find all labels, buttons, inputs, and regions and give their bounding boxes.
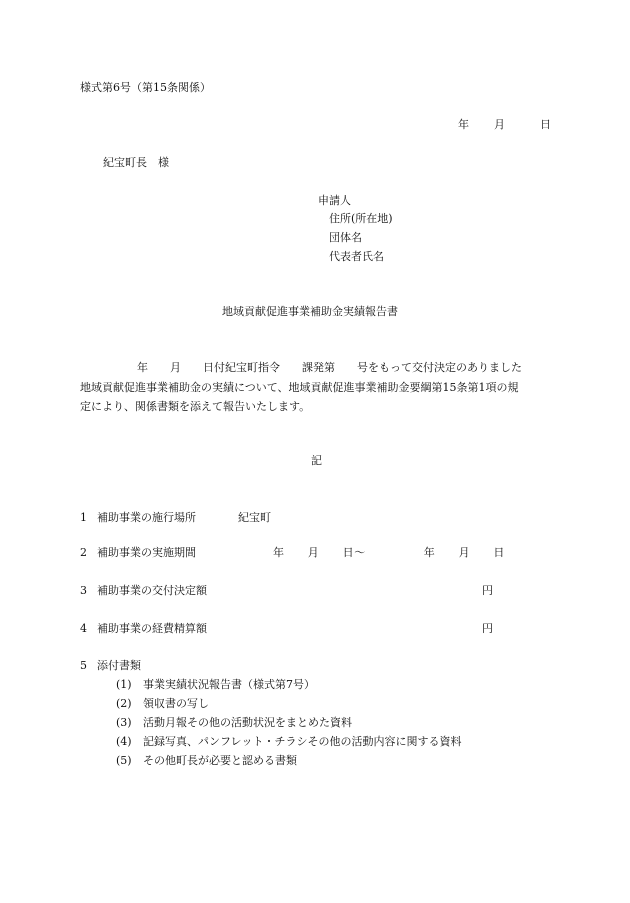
ki-heading: 記 xyxy=(311,454,322,467)
attachment-number: (3) xyxy=(116,716,132,729)
item-label: 添付書類 xyxy=(97,659,141,672)
item-value: 年 月 日～ 年 月 日 xyxy=(273,546,505,559)
date-day: 日 xyxy=(540,118,551,131)
item-number: 4 xyxy=(80,622,87,635)
form-id: 様式第6号（第15条関係） xyxy=(80,81,211,94)
attachment-number: (2) xyxy=(116,697,132,710)
item-number: 5 xyxy=(80,659,87,672)
attachment-text: 領収書の写し xyxy=(143,697,209,710)
item-label: 補助事業の実施期間 xyxy=(97,546,196,559)
attachment-text: 事業実績状況報告書（様式第7号） xyxy=(143,678,315,691)
applicant-heading: 申請人 xyxy=(318,194,351,207)
attachment-text: その他町長が必要と認める書類 xyxy=(143,754,297,767)
item-number: 1 xyxy=(80,511,87,524)
item-number: 3 xyxy=(80,584,87,597)
item-value: 円 xyxy=(482,622,493,635)
attachment-number: (1) xyxy=(116,678,132,691)
attachment-number: (4) xyxy=(116,735,132,748)
recipient: 紀宝町長 様 xyxy=(103,156,169,169)
attachment-text: 記録写真、パンフレット・チラシその他の活動内容に関する資料 xyxy=(143,735,462,748)
body-line-1: 年 月 日付紀宝町指令 課発第 号をもって交付決定のありました xyxy=(137,361,522,374)
item-label: 補助事業の施行場所 xyxy=(97,511,196,524)
attachment-number: (5) xyxy=(116,754,132,767)
applicant-representative-label: 代表者氏名 xyxy=(329,250,384,263)
item-value: 円 xyxy=(482,584,493,597)
applicant-address-label: 住所(所在地) xyxy=(329,212,393,225)
date-year: 年 xyxy=(458,118,469,131)
date-month: 月 xyxy=(494,118,505,131)
attachment-text: 活動月報その他の活動状況をまとめた資料 xyxy=(143,716,352,729)
applicant-group-label: 団体名 xyxy=(329,231,362,244)
item-number: 2 xyxy=(80,546,87,559)
body-line-3: 定により、関係書類を添えて報告いたします。 xyxy=(80,400,311,413)
item-label: 補助事業の経費精算額 xyxy=(97,622,207,635)
body-line-2: 地域貢献促進事業補助金の実績について、地域貢献促進事業補助金要綱第15条第1項の規 xyxy=(80,380,519,394)
item-value: 紀宝町 xyxy=(238,511,271,524)
document-title: 地域貢献促進事業補助金実績報告書 xyxy=(222,305,398,318)
body-paragraph xyxy=(80,358,552,417)
item-label: 補助事業の交付決定額 xyxy=(97,584,207,597)
